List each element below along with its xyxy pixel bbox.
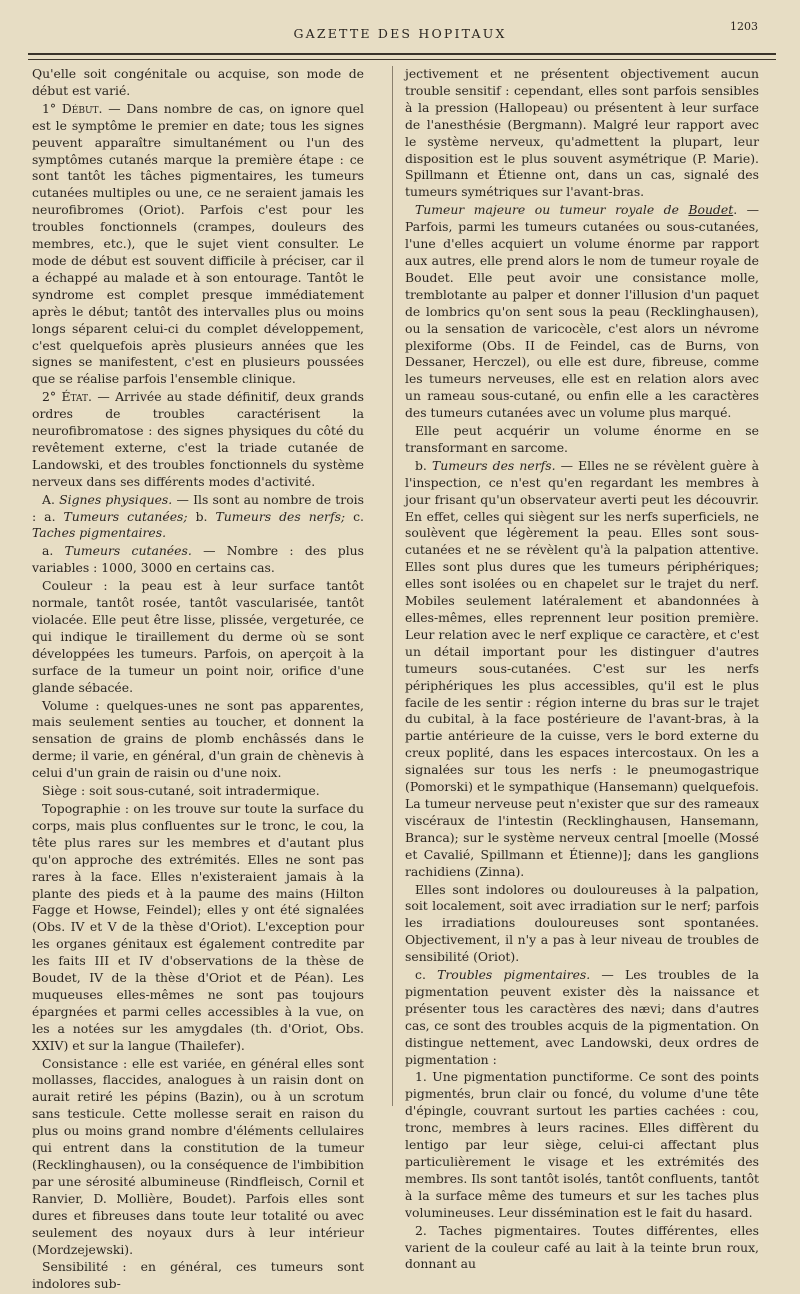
journal-title: GAZETTE DES HOPITAUX bbox=[293, 26, 507, 41]
page-header bbox=[0, 20, 800, 46]
column-divider bbox=[392, 66, 393, 1106]
section-heading: 2° État. bbox=[42, 389, 92, 405]
paragraph: c. Troubles pigmentaires. — Les troubles de la pigmentation peuvent exister dès la naissance et présenter tous les caractères des nævi; dans d'autres cas, ce sont des troubles acquis de la pigmentation. On distingue nettement, avec Landowski, deux ordres de pigmentation : bbox=[405, 967, 759, 1067]
paragraph: Couleur : la peau est à leur surface tantôt normale, tantôt rosée, tantôt vascularisée, tantôt violacée. Elle peut être lisse, plissée, vergeturée, ce qui indique le tiraillement du derme où se sont développées les tumeurs. Parfois, on aperçoit à la surface de la tumeur un point noir, orifice d'une glande sébacée. bbox=[32, 578, 364, 695]
paragraph: 1. Une pigmentation punctiforme. Ce sont des points pigmentés, brun clair ou foncé, du volume d'une tête d'épingle, couvrant surtout les parties cachées : cou, tronc, membres à leurs racines. Elles diffèrent du lentigo par leur siège, celui-ci affectant plus particulièrement le visage et les extrémités des membres. Ils sont tantôt isolés, tantôt confluents, tantôt à la surface même des tumeurs et sur les taches plus volumineuses. Leur dissémination est le fait du hasard. bbox=[405, 1069, 759, 1220]
paragraph: a. Tumeurs cutanées. — Nombre : des plus variables : 1000, 3000 en certains cas. bbox=[32, 543, 364, 576]
paragraph: 2° État. — Arrivée au stade définitif, deux grands ordres de troubles caractérisent la neurofibromatose : des signes physiques du côté du revêtement externe, c'est la triade cutanée de Landowski, et des troubles fonctionnels du système nerveux dans ses différents modes d'activité. bbox=[32, 389, 364, 489]
paragraph: jectivement et ne présentent objectivement aucun trouble sensitif : cependant, elles sont parfois sensibles à la pression (Hallopeau) ou présentent à leur surface de l'anesthésie (Bergmann). Malgré leur rapport avec le système nerveux, qu'admettent la plupart, leur disposition est le plus souvent asymétrique (P. Marie). Spillmann et Étienne ont, dans un cas, signalé des tumeurs symétriques sur l'avant-bras. bbox=[405, 66, 759, 200]
paragraph: Sensibilité : en général, ces tumeurs sont indolores sub- bbox=[32, 1259, 364, 1292]
section-heading: 1° Début. bbox=[42, 100, 103, 116]
paragraph: 1° Début. — Dans nombre de cas, on ignore quel est le symptôme le premier en date; tous les signes peuvent apparaître simultanément ou l'un des symptômes cutanés marque la première étape : ce sont tantôt les tâches pigmentaires, les tumeurs cutanées multiples ou une, ce ne seraient jamais les neurofibromes (Oriot). Parfois c'est pour les troubles fonctionnels (crampes, douleurs des membres, etc.), que le sujet vient consulter. Le mode de début est souvent difficile à préciser, car il a échappé au malade et à son entourage. Tantôt le syndrome est complet presque immédiatement après le début; tantôt des intervalles plus ou moins longs séparent celui-ci du complet développement, c'est quelquefois après plusieurs années que les signes se manifestent, c'est en plusieurs poussées que se réalise parfois l'ensemble clinique. bbox=[32, 100, 364, 387]
paragraph: A. Signes physiques. — Ils sont au nombre de trois : a. Tumeurs cutanées; b. Tumeurs des nerfs; c. Taches pigmentaires. bbox=[32, 491, 364, 541]
paragraph: Volume : quelques-unes ne sont pas apparentes, mais seulement senties au toucher, et donnent la sensation de grains de plomb enchâssés dans le derme; il varie, en général, d'un grain de chènevis à celui d'un grain de raisin ou d'une noix. bbox=[32, 697, 364, 781]
paragraph: b. Tumeurs des nerfs. — Elles ne se révèlent guère à l'inspection, ce n'est qu'en regardant les membres à jour frisant qu'un observateur averti peut les découvrir. En effet, celles qui siègent sur les nerfs superficiels, ne soulèvent que légèrement la peau. Elles sont sous-cutanées et ne se révèlent qu'à la palpation attentive. Elles sont plus dures que les tumeurs périphériques; elles sont isolées ou en chapelet sur le trajet du nerf. Mobiles seulement latéralement et abandonnées à elles-mêmes, elles reprennent leur position première. Leur relation avec le nerf explique ce caractère, et c'est un détail important pour les distinguer d'autres tumeurs sous-cutanées. C'est sur les nerfs périphériques les plus accessibles, qu'il est le plus facile de les sentir : région interne du bras sur le trajet du cubital, à la face postérieure de l'avant-bras, à la partie antérieure de la cuisse, vers le bord externe du creux poplité, dans les espaces intercostaux. On les a signalées sur tous les nerfs : le pneumogastrique (Pomorski) et le sympathique (Hansemann) quelquefois. La tumeur nerveuse peut n'exister que sur des rameaux viscéraux de l'intestin (Recklinghausen, Hansemann, Branca); sur le système nerveux central [moelle (Mossé et Cavalié, Spillmann et Étienne)]; dans les ganglions rachidiens (Zinna). bbox=[405, 457, 760, 879]
header-rule-thin bbox=[28, 59, 776, 60]
paragraph: Elles sont indolores ou douloureuses à la palpation, soit localement, soit avec irradiation sur le nerf; parfois les irradiations douloureuses sont spontanées. Objectivement, il n'y a pas à leur niveau de troubles de sensibilité (Oriot). bbox=[405, 881, 759, 965]
paragraph: Tumeur majeure ou tumeur royale de Boudet. — Parfois, parmi les tumeurs cutanées ou sous-cutanées, l'une d'elles acquiert un volume énorme par rapport aux autres, elle prend alors le nom de tumeur royale de Boudet. Elle peut avoir une consistance molle, tremblotante au palper et donner l'illusion d'un paquet de lombrics qu'on sent sous la peau (Recklinghausen), ou la sensation de varicocèle, c'est alors un névrome plexiforme (Obs. II de Feindel, cas de Burns, von Dessaner, Herczel), ou elle est dure, fibreuse, comme les tumeurs nerveuses, elle est en relation alors avec un rameau sous-cutané, ou enfin elle a les caractères des tumeurs cutanées avec un volume plus marqué. bbox=[405, 202, 759, 421]
paragraph: Qu'elle soit congénitale ou acquise, son mode de début est varié. bbox=[32, 66, 364, 98]
paragraph: 2. Taches pigmentaires. Toutes différentes, elles varient de la couleur café au lait à la teinte brun roux, donnant au bbox=[405, 1222, 759, 1272]
header-rule-thick bbox=[28, 53, 776, 55]
paragraph: Topographie : on les trouve sur toute la surface du corps, mais plus confluentes sur le tronc, le cou, la tête plus rares sur les membres et d'autant plus qu'on approche des extrémités. Elles ne sont pas rares à la face. Elles n'existeraient jamais à la plante des pieds et à la paume des mains (Hilton Fagge et Howse, Feindel); elles y ont été signalées (Obs. IV et V de la thèse d'Oriot). L'exception pour les organes génitaux est également contredite par les faits III et IV d'observations de la thèse de Boudet, IV de la thèse d'Oriot et de Péan). Les muqueuses elles-mêmes ne sont pas toujours épargnées et parmi celles accessibles à la vue, on les a notées sur les amygdales (th. d'Oriot, Obs. XXIV) et sur la langue (Thailefer). bbox=[32, 800, 364, 1053]
paragraph: Elle peut acquérir un volume énorme en se transformant en sarcome. bbox=[405, 423, 759, 455]
paragraph: Consistance : elle est variée, en général elles sont mollasses, flaccides, analogues à un raisin dont on aurait retiré les pépins (Bazin), ou à un scrotum sans testicule. Cette mollesse serait en raison du plus ou moins grand nombre d'éléments cellulaires qui entrent dans la constitution de la tumeur (Recklinghausen), ou la conséquence de l'imbibition par une sérosité albumineuse (Rindfleisch, Cornil et Ranvier, D. Mollière, Boudet). Parfois elles sont dures et fibreuses dans toute leur totalité ou avec seulement des noyaux durs à leur intérieur (Mordzejewski). bbox=[32, 1055, 364, 1257]
page-number: 1203 bbox=[730, 20, 758, 33]
right-column bbox=[405, 66, 759, 1274]
left-column bbox=[32, 66, 364, 1294]
paragraph: Siège : soit sous-cutané, soit intradermique. bbox=[42, 783, 320, 799]
